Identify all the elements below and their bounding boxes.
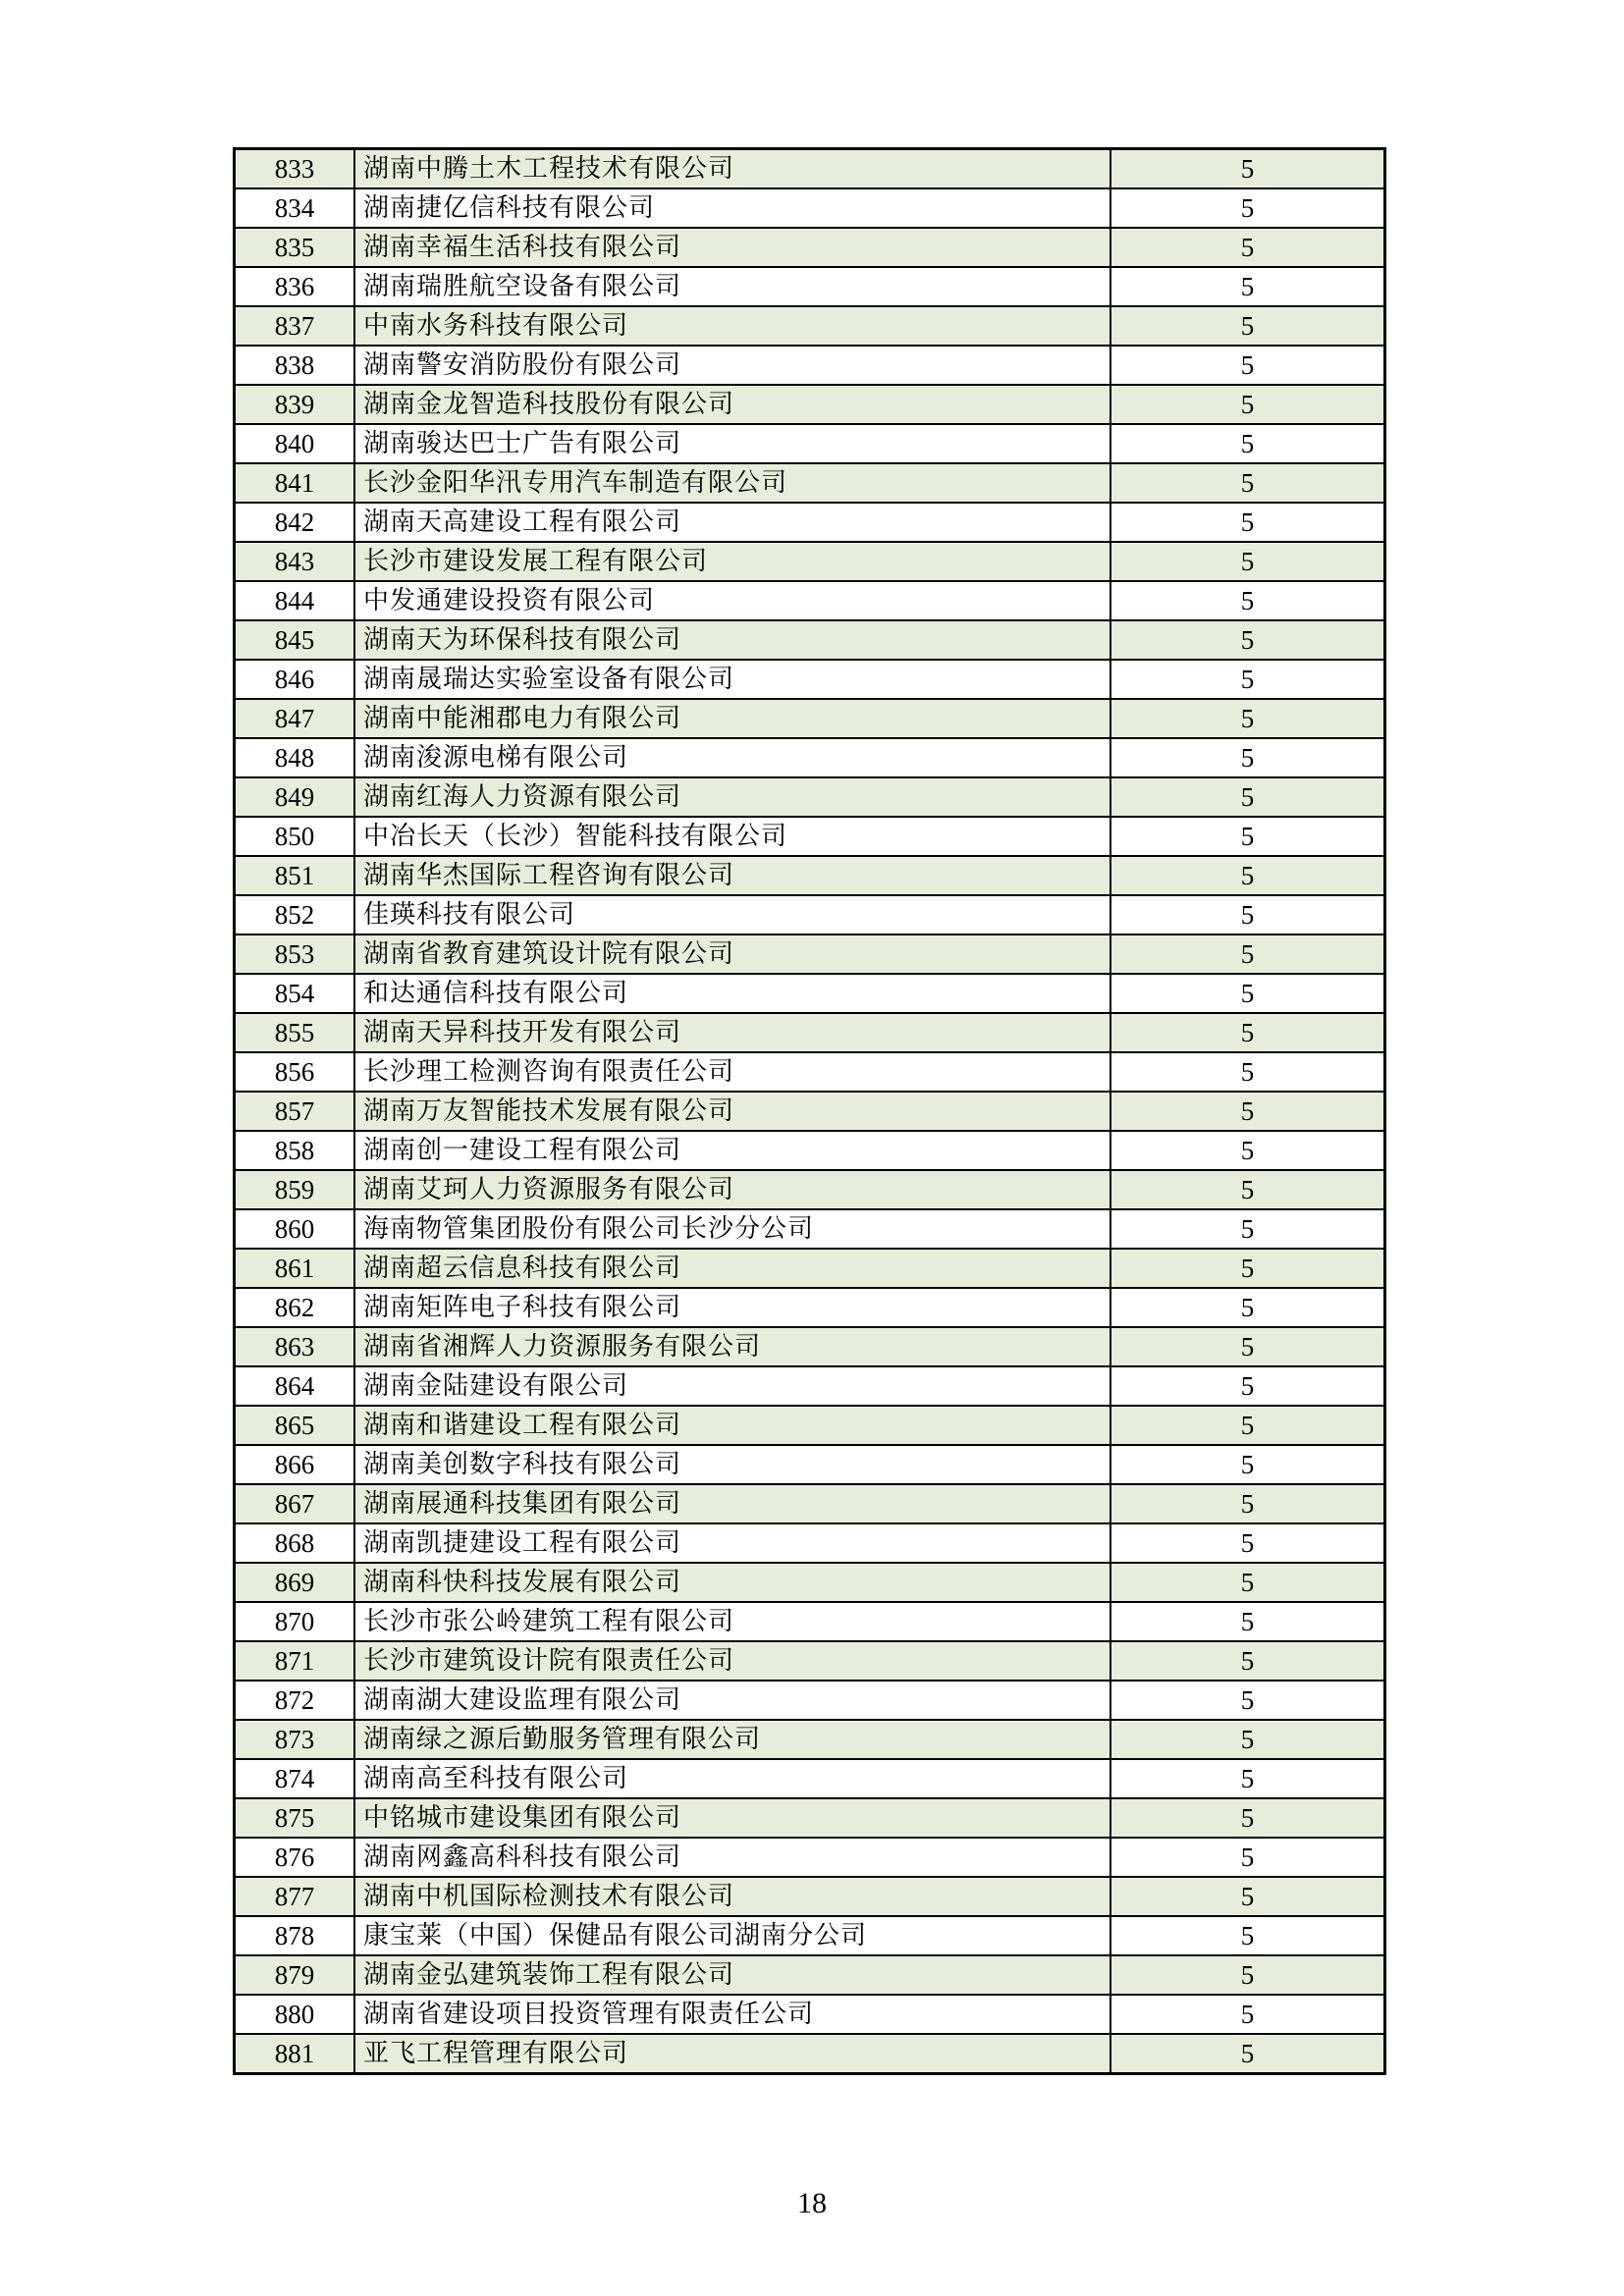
row-number-cell: 847 [235,699,355,738]
company-name-cell: 湖南瑞胜航空设备有限公司 [354,267,1110,306]
company-name-cell: 湖南矩阵电子科技有限公司 [354,1288,1110,1327]
score-cell: 5 [1110,542,1385,581]
company-score-table [233,147,1386,2075]
row-number-cell: 855 [235,1013,355,1052]
table-row [235,1838,1385,1877]
score-cell: 5 [1110,1445,1385,1484]
company-name-cell: 湖南红海人力资源有限公司 [354,777,1110,817]
score-cell: 5 [1110,1641,1385,1681]
row-number-cell: 874 [235,1759,355,1798]
table-row [235,738,1385,777]
row-number-cell: 854 [235,974,355,1013]
company-name-cell: 湖南金陆建设有限公司 [354,1366,1110,1406]
score-cell: 5 [1110,895,1385,934]
table-row [235,1092,1385,1131]
table-row [235,1170,1385,1209]
table-row [235,1916,1385,1955]
company-name-cell: 湖南科快科技发展有限公司 [354,1563,1110,1602]
table-row [235,1327,1385,1366]
score-cell: 5 [1110,1092,1385,1131]
score-cell: 5 [1110,1602,1385,1641]
company-name-cell: 佳瑛科技有限公司 [354,895,1110,934]
row-number-cell: 863 [235,1327,355,1366]
score-cell: 5 [1110,1484,1385,1523]
row-number-cell: 835 [235,228,355,267]
row-number-cell: 859 [235,1170,355,1209]
row-number-cell: 875 [235,1798,355,1838]
table-row [235,817,1385,856]
company-name-cell: 湖南网鑫高科科技有限公司 [354,1838,1110,1877]
table-row [235,699,1385,738]
score-cell: 5 [1110,1406,1385,1445]
company-name-cell: 湖南美创数字科技有限公司 [354,1445,1110,1484]
table-row [235,1406,1385,1445]
row-number-cell: 839 [235,385,355,424]
company-name-cell: 湖南中能湘郡电力有限公司 [354,699,1110,738]
table-row [235,1641,1385,1681]
table-row [235,581,1385,620]
company-name-cell: 湖南中机国际检测技术有限公司 [354,1877,1110,1916]
table-row [235,777,1385,817]
table-row [235,346,1385,385]
row-number-cell: 852 [235,895,355,934]
row-number-cell: 837 [235,306,355,346]
row-number-cell: 848 [235,738,355,777]
company-name-cell: 湖南幸福生活科技有限公司 [354,228,1110,267]
score-cell: 5 [1110,974,1385,1013]
table-row [235,1131,1385,1170]
company-name-cell: 湖南晟瑞达实验室设备有限公司 [354,660,1110,699]
company-name-cell: 湖南省教育建筑设计院有限公司 [354,934,1110,974]
company-name-cell: 中冶长天（长沙）智能科技有限公司 [354,817,1110,856]
row-number-cell: 862 [235,1288,355,1327]
company-name-cell: 湖南金弘建筑装饰工程有限公司 [354,1955,1110,1995]
score-cell: 5 [1110,1131,1385,1170]
table-row [235,974,1385,1013]
row-number-cell: 846 [235,660,355,699]
row-number-cell: 872 [235,1681,355,1720]
row-number-cell: 836 [235,267,355,306]
score-cell: 5 [1110,385,1385,424]
company-name-cell: 海南物管集团股份有限公司长沙分公司 [354,1209,1110,1249]
row-number-cell: 844 [235,581,355,620]
table-row [235,306,1385,346]
row-number-cell: 876 [235,1838,355,1877]
row-number-cell: 864 [235,1366,355,1406]
score-cell: 5 [1110,1563,1385,1602]
table-row [235,503,1385,542]
row-number-cell: 873 [235,1720,355,1759]
company-name-cell: 长沙市建设发展工程有限公司 [354,542,1110,581]
table-row [235,1955,1385,1995]
table-row [235,463,1385,503]
score-cell: 5 [1110,1327,1385,1366]
company-name-cell: 湖南浚源电梯有限公司 [354,738,1110,777]
company-name-cell: 湖南省湘辉人力资源服务有限公司 [354,1327,1110,1366]
row-number-cell: 879 [235,1955,355,1995]
score-cell: 5 [1110,1052,1385,1092]
score-cell: 5 [1110,856,1385,895]
row-number-cell: 866 [235,1445,355,1484]
score-cell: 5 [1110,1288,1385,1327]
company-name-cell: 湖南中腾土木工程技术有限公司 [354,149,1110,189]
table-row [235,188,1385,228]
score-cell: 5 [1110,306,1385,346]
score-cell: 5 [1110,1170,1385,1209]
row-number-cell: 851 [235,856,355,895]
table-row [235,1602,1385,1641]
row-number-cell: 857 [235,1092,355,1131]
row-number-cell: 858 [235,1131,355,1170]
table-row [235,385,1385,424]
company-score-table-container [233,147,1377,2075]
score-cell: 5 [1110,1916,1385,1955]
row-number-cell: 849 [235,777,355,817]
table-row [235,1798,1385,1838]
table-row [235,934,1385,974]
score-cell: 5 [1110,149,1385,189]
table-row [235,267,1385,306]
company-name-cell: 湖南万友智能技术发展有限公司 [354,1092,1110,1131]
row-number-cell: 870 [235,1602,355,1641]
company-name-cell: 湖南天为环保科技有限公司 [354,620,1110,660]
table-row [235,660,1385,699]
table-row [235,1563,1385,1602]
table-row [235,542,1385,581]
score-cell: 5 [1110,1955,1385,1995]
company-name-cell: 长沙金阳华汛专用汽车制造有限公司 [354,463,1110,503]
company-name-cell: 湖南华杰国际工程咨询有限公司 [354,856,1110,895]
score-cell: 5 [1110,1798,1385,1838]
table-row [235,228,1385,267]
row-number-cell: 840 [235,424,355,463]
company-name-cell: 湖南超云信息科技有限公司 [354,1249,1110,1288]
row-number-cell: 843 [235,542,355,581]
company-name-cell: 和达通信科技有限公司 [354,974,1110,1013]
table-row [235,149,1385,189]
company-name-cell: 湖南创一建设工程有限公司 [354,1131,1110,1170]
company-name-cell: 湖南天高建设工程有限公司 [354,503,1110,542]
company-name-cell: 湖南和谐建设工程有限公司 [354,1406,1110,1445]
row-number-cell: 842 [235,503,355,542]
score-cell: 5 [1110,934,1385,974]
row-number-cell: 860 [235,1209,355,1249]
score-cell: 5 [1110,1995,1385,2034]
company-name-cell: 康宝莱（中国）保健品有限公司湖南分公司 [354,1916,1110,1955]
row-number-cell: 838 [235,346,355,385]
row-number-cell: 871 [235,1641,355,1681]
score-cell: 5 [1110,1523,1385,1563]
table-row [235,1366,1385,1406]
table-row [235,1995,1385,2034]
page-number: 18 [797,2187,827,2219]
score-cell: 5 [1110,1209,1385,1249]
score-cell: 5 [1110,1838,1385,1877]
company-name-cell: 中铭城市建设集团有限公司 [354,1798,1110,1838]
row-number-cell: 878 [235,1916,355,1955]
score-cell: 5 [1110,424,1385,463]
score-cell: 5 [1110,1759,1385,1798]
row-number-cell: 841 [235,463,355,503]
company-name-cell: 亚飞工程管理有限公司 [354,2034,1110,2074]
table-row [235,895,1385,934]
row-number-cell: 881 [235,2034,355,2074]
company-name-cell: 中发通建设投资有限公司 [354,581,1110,620]
table-row [235,1759,1385,1798]
score-cell: 5 [1110,777,1385,817]
score-cell: 5 [1110,267,1385,306]
score-cell: 5 [1110,738,1385,777]
table-row [235,620,1385,660]
row-number-cell: 877 [235,1877,355,1916]
row-number-cell: 880 [235,1995,355,2034]
table-row [235,1877,1385,1916]
row-number-cell: 833 [235,149,355,189]
table-row [235,1523,1385,1563]
table-row [235,1013,1385,1052]
table-row [235,2034,1385,2074]
score-cell: 5 [1110,228,1385,267]
company-name-cell: 湖南艾珂人力资源服务有限公司 [354,1170,1110,1209]
score-cell: 5 [1110,188,1385,228]
score-cell: 5 [1110,660,1385,699]
score-cell: 5 [1110,620,1385,660]
company-name-cell: 湖南高至科技有限公司 [354,1759,1110,1798]
row-number-cell: 868 [235,1523,355,1563]
score-cell: 5 [1110,503,1385,542]
score-cell: 5 [1110,463,1385,503]
row-number-cell: 856 [235,1052,355,1092]
row-number-cell: 861 [235,1249,355,1288]
company-name-cell: 湖南警安消防股份有限公司 [354,346,1110,385]
table-row [235,424,1385,463]
company-name-cell: 湖南展通科技集团有限公司 [354,1484,1110,1523]
company-name-cell: 中南水务科技有限公司 [354,306,1110,346]
score-cell: 5 [1110,581,1385,620]
company-name-cell: 湖南捷亿信科技有限公司 [354,188,1110,228]
table-body [235,149,1385,2074]
score-cell: 5 [1110,1249,1385,1288]
table-row [235,1209,1385,1249]
score-cell: 5 [1110,346,1385,385]
score-cell: 5 [1110,1720,1385,1759]
table-row [235,1720,1385,1759]
table-row [235,1052,1385,1092]
company-name-cell: 长沙市建筑设计院有限责任公司 [354,1641,1110,1681]
score-cell: 5 [1110,2034,1385,2074]
score-cell: 5 [1110,1366,1385,1406]
score-cell: 5 [1110,1681,1385,1720]
company-name-cell: 湖南骏达巴士广告有限公司 [354,424,1110,463]
row-number-cell: 850 [235,817,355,856]
table-row [235,1288,1385,1327]
company-name-cell: 湖南天异科技开发有限公司 [354,1013,1110,1052]
company-name-cell: 长沙理工检测咨询有限责任公司 [354,1052,1110,1092]
row-number-cell: 853 [235,934,355,974]
company-name-cell: 湖南绿之源后勤服务管理有限公司 [354,1720,1110,1759]
company-name-cell: 湖南凯捷建设工程有限公司 [354,1523,1110,1563]
company-name-cell: 湖南省建设项目投资管理有限责任公司 [354,1995,1110,2034]
table-row [235,1249,1385,1288]
row-number-cell: 869 [235,1563,355,1602]
score-cell: 5 [1110,699,1385,738]
row-number-cell: 865 [235,1406,355,1445]
company-name-cell: 长沙市张公岭建筑工程有限公司 [354,1602,1110,1641]
score-cell: 5 [1110,1877,1385,1916]
score-cell: 5 [1110,817,1385,856]
table-row [235,1445,1385,1484]
row-number-cell: 845 [235,620,355,660]
row-number-cell: 867 [235,1484,355,1523]
company-name-cell: 湖南金龙智造科技股份有限公司 [354,385,1110,424]
score-cell: 5 [1110,1013,1385,1052]
row-number-cell: 834 [235,188,355,228]
table-row [235,1681,1385,1720]
company-name-cell: 湖南湖大建设监理有限公司 [354,1681,1110,1720]
table-row [235,1484,1385,1523]
table-row [235,856,1385,895]
